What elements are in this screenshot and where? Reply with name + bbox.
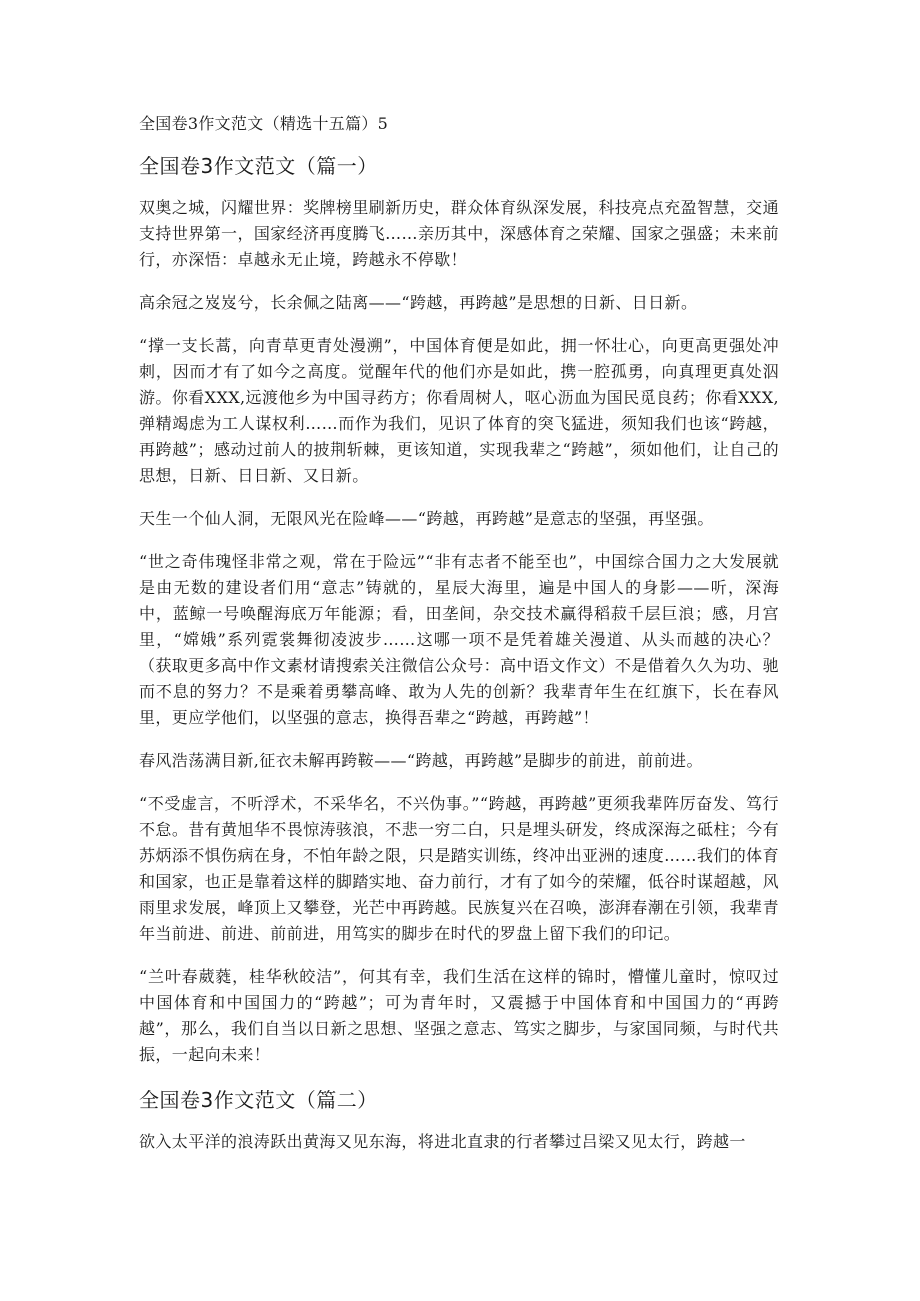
paragraph: “世之奇伟瑰怪非常之观，常在于险远”“非有志者不能至也”，中国综合国力之大发展就是由无数的建设者们用“意志”铸就的，星辰大海里，遍是中国人的身影——听，深海中，蓝鲸一号唤醒海底万年能源；看，田垄间，杂交技术赢得稻菽千层巨浪；感，月宫里，“嫦娥”系列霓裳舞彻凌波步……这哪一项不是凭着雄关漫道、从头而越的决心？（获取更多高中作文素材请搜索关注微信公众号：高中语文作文）不是借着久久为功、驰而不息的努力？不是乘着勇攀高峰、敢为人先的创新？我辈青年生在红旗下，长在春风里，更应学他们，以坚强的意志，换得吾辈之“跨越，再跨越”！ [139,552,779,727]
paragraph: 高余冠之岌岌兮，长余佩之陆离——“跨越，再跨越”是思想的日新、日日新。 [139,293,698,312]
section-heading-1: 全国卷3作文范文（篇一） [139,154,378,178]
paragraph: “兰叶春葳蕤，桂华秋皎洁”，何其有幸，我们生活在这样的锦时，懵懂儿童时，惊叹过中国体育和中国国力的“跨越”；可为青年时，又震撼于中国体育和中国国力的“再跨越”，那么，我们自当以日新之思想、坚强之意志、笃实之脚步，与家国同频，与时代共振，一起向未来！ [139,967,779,1064]
paragraph: “不受虚言，不听浮术，不采华名，不兴伪事。”“跨越，再跨越”更须我辈阵厉奋发、笃行不怠。昔有黄旭华不畏惊涛骇浪，不悲一穷二白，只是埋头研发，终成深海之砥柱；今有苏炳添不惧伤病在身，不怕年龄之限，只是踏实训练，终冲出亚洲的速度……我们的体育和国家，也正是靠着这样的脚踏实地、奋力前行，才有了如今的荣耀，低谷时谋超越，风雨里求发展，峰顶上又攀登，光芒中再跨越。民族复兴在召唤，澎湃春潮在引领，我辈青年当前进、前进、前前进，用笃实的脚步在时代的罗盘上留下我们的印记。 [139,794,779,943]
paragraph: “撑一支长蒿，向青草更青处漫溯”，中国体育便是如此，拥一怀壮心，向更高更强处冲刺，因而才有了如今之高度。觉醒年代的他们亦是如此，携一腔孤勇，向真理更真处泅游。你看XXX,远渡他乡为中国寻药方；你看周树人，呕心沥血为国民觅良药；你看XXX,弹精竭虑为工人谋权利……而作为我们，见识了体育的突飞猛进，须知我们也该“跨越，再跨越”；感动过前人的披荆斩棘，更该知道，实现我辈之“跨越”，须如他们，让自己的思想，日新、日日新、又日新。 [139,336,779,485]
section-heading-2: 全国卷3作文范文（篇二） [139,1088,378,1112]
document-title: 全国卷3作文范文（精选十五篇）5 [139,114,389,133]
paragraph: 春风浩荡满目新,征衣未解再跨鞍——“跨越，再跨越”是脚步的前进，前前进。 [139,751,703,770]
document-page [139,111,779,1172]
paragraph: 欲入太平洋的浪涛跃出黄海又见东海，将进北直隶的行者攀过吕梁又见太行，跨越一 [139,1132,746,1151]
paragraph: 双奥之城，闪耀世界：奖牌榜里刷新历史，群众体育纵深发展，科技亮点充盈智慧，交通支持世界第一，国家经济再度腾飞……亲历其中，深感体育之荣耀、国家之强盛；未来前行，亦深悟：卓越永无止境，跨越永不停歇！ [139,198,779,269]
paragraph: 天生一个仙人洞，无限风光在险峰——“跨越，再跨越”是意志的坚强，再坚强。 [139,509,714,528]
